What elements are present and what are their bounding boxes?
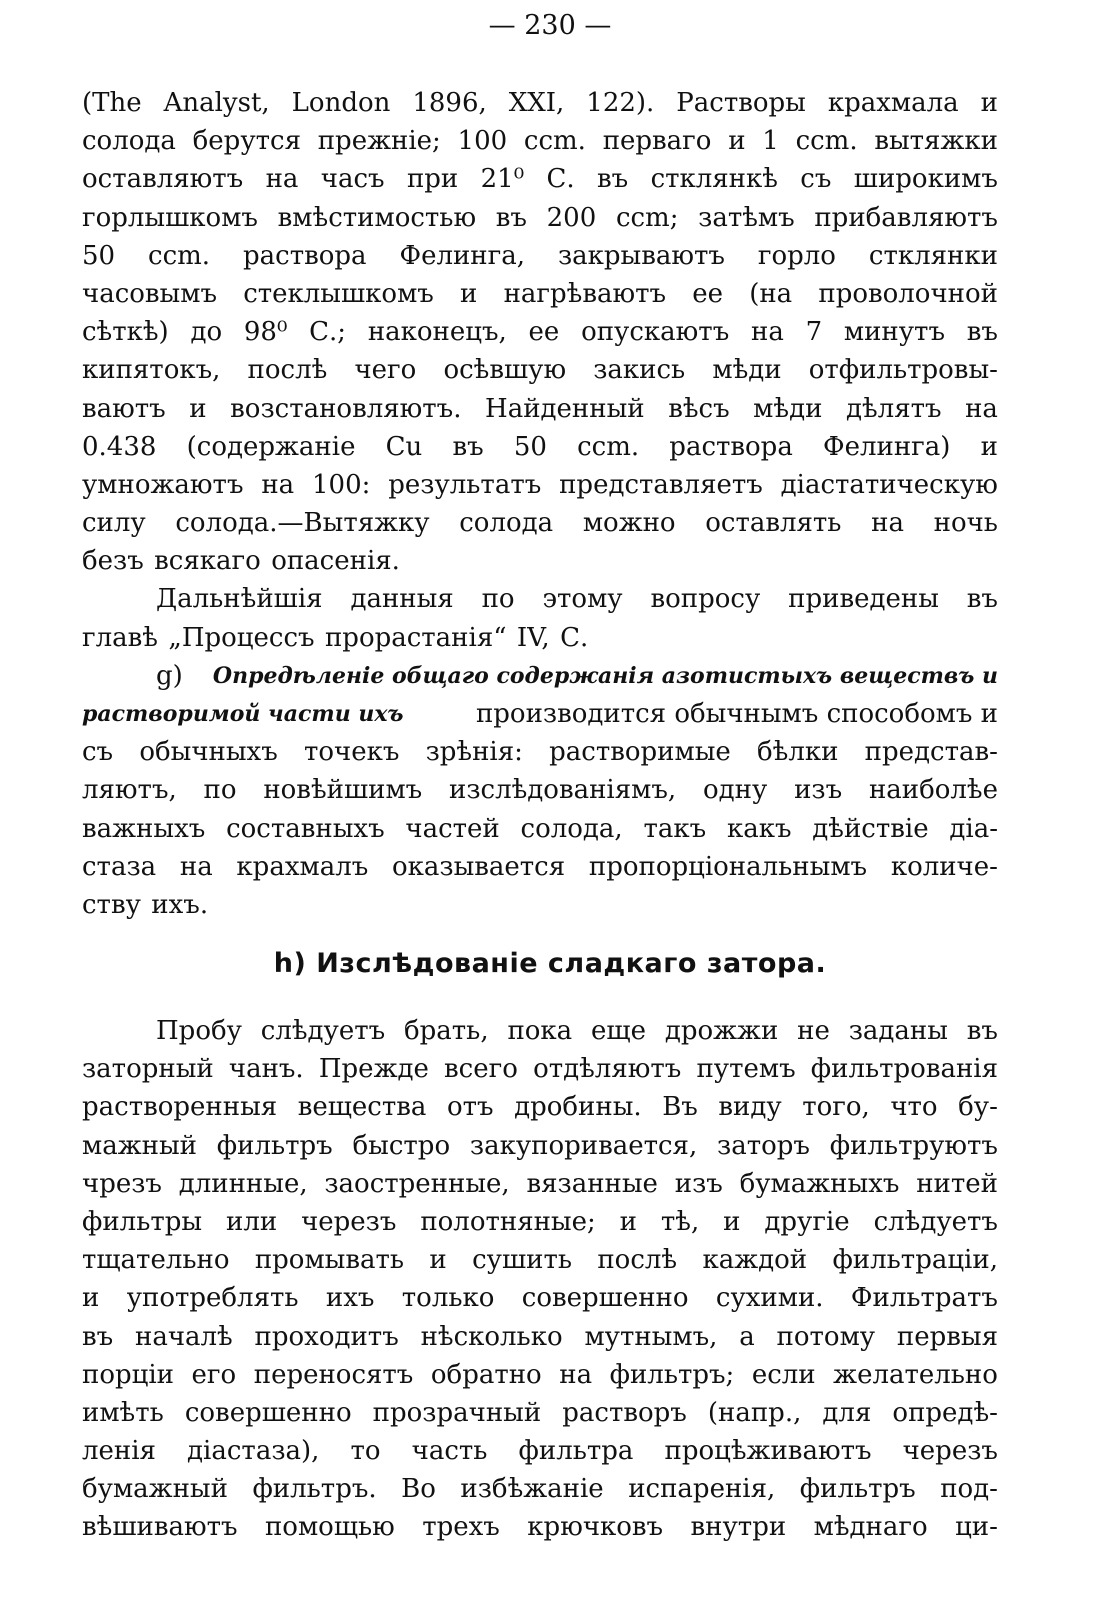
paragraph-diastatic-power [82, 84, 998, 924]
word: отъ [446, 1092, 494, 1123]
word: 100: [312, 469, 371, 500]
word: брать, [404, 1016, 489, 1046]
word: заостренные, [324, 1168, 510, 1199]
word: растворъ [562, 1397, 687, 1428]
text-line-italic [82, 657, 998, 695]
word: нитей [916, 1168, 998, 1199]
word: отдѣляютъ [533, 1054, 682, 1085]
word: промывать [254, 1245, 405, 1276]
word: и [723, 1206, 741, 1237]
word: (содержаніе [186, 431, 356, 462]
word: солода, [520, 813, 623, 844]
word: (на [749, 278, 793, 309]
text-line [82, 428, 998, 466]
word: Фелинга, [399, 240, 526, 271]
word: опредѣ- [892, 1397, 998, 1428]
word: осѣвшую [443, 355, 567, 386]
word: желательно [833, 1359, 998, 1390]
text-line [82, 1012, 998, 1050]
word: послѣ [597, 1245, 678, 1276]
word: какъ [726, 813, 792, 844]
word: ваютъ [82, 393, 166, 424]
word: составныхъ [226, 813, 385, 844]
text-line [82, 695, 998, 733]
word: сушить [472, 1245, 572, 1276]
text-line [82, 542, 998, 580]
text-line [82, 848, 998, 886]
word: 0.438 [82, 431, 157, 462]
text-line [82, 160, 998, 198]
word: фильтрованія [810, 1054, 998, 1085]
text-line [82, 1279, 998, 1317]
word: закрываютъ [557, 240, 725, 271]
word: на [871, 508, 904, 539]
text-line [82, 1050, 998, 1088]
text-line [82, 313, 998, 351]
word: проволочной [818, 278, 998, 309]
word: солода [82, 126, 176, 157]
word: Cu [385, 431, 423, 462]
word: до [190, 317, 223, 348]
word: на [265, 164, 299, 195]
text-line [82, 275, 998, 313]
word: черезъ [301, 1206, 397, 1237]
word: С. [546, 164, 575, 195]
word: его [191, 1359, 237, 1390]
text-line [82, 390, 998, 428]
word: обычныхъ [139, 737, 278, 768]
word: совершенно [521, 1283, 689, 1314]
word: 200 [546, 202, 597, 233]
word: черезъ [902, 1436, 998, 1467]
word: минутъ [843, 317, 945, 348]
word: кипятокъ, [82, 355, 221, 386]
word: прибавляютъ [814, 202, 998, 233]
word: наконецъ, [367, 317, 507, 348]
word: Во [401, 1474, 436, 1505]
word: изъ [674, 1168, 723, 1199]
word: 100 [457, 126, 508, 157]
word: избѣжаніе [460, 1474, 604, 1505]
word: для [822, 1397, 872, 1428]
word: въ [966, 317, 998, 348]
word: умножаютъ [82, 469, 244, 500]
italic-phrase: растворимой части ихъ [82, 701, 404, 727]
word: данныя [350, 584, 454, 615]
word: опускаютъ [581, 317, 730, 348]
word: новѣйшимъ [263, 775, 423, 806]
word: вопросу [650, 584, 761, 615]
word: съ [800, 164, 832, 195]
word: нагрѣваютъ [503, 278, 667, 309]
word: 50 [513, 431, 547, 462]
word: помощью [264, 1512, 395, 1543]
text-line [82, 237, 998, 275]
word: или [225, 1206, 278, 1237]
word: одну [702, 775, 768, 806]
section-heading: h) Изслѣдованіе сладкаго затора. [273, 948, 827, 979]
word: горло [757, 240, 836, 271]
word: сухими. [715, 1283, 824, 1314]
word: часовымъ [82, 278, 218, 309]
word: бумажный [82, 1474, 228, 1505]
word: представ- [864, 737, 998, 768]
word: опасенія. [271, 546, 400, 577]
text-line [82, 1394, 998, 1432]
word: Найденный [485, 393, 645, 424]
word: Analyst, [163, 88, 270, 118]
word: оставляютъ [82, 164, 244, 195]
word: ляютъ, [82, 775, 177, 806]
word: ленія [82, 1436, 156, 1467]
word: процѣживаютъ [664, 1436, 872, 1467]
word: длинные, [178, 1168, 308, 1199]
word: ци- [955, 1512, 998, 1543]
word: пока [507, 1016, 573, 1046]
word: частей [405, 813, 500, 844]
word: чего [354, 355, 417, 386]
word: ccm; [615, 202, 679, 233]
text-line [82, 1241, 998, 1279]
word: результатъ [388, 469, 542, 500]
word: главѣ [82, 622, 158, 653]
word: вѣшиваютъ [82, 1512, 238, 1543]
word: изъ [794, 775, 843, 806]
text-line [82, 810, 998, 848]
word: раствора [243, 240, 367, 271]
word: оказывается [391, 851, 566, 882]
word: что [890, 1092, 938, 1123]
word: изслѣдованіямъ, [449, 775, 677, 806]
word: ее [692, 278, 724, 309]
word: этому [542, 584, 623, 615]
word: дѣлятъ [845, 393, 942, 424]
text-line [82, 1508, 998, 1546]
word: силу [82, 508, 146, 539]
word: діа- [949, 813, 998, 844]
word: мѣди [753, 393, 823, 424]
word: путемъ [696, 1054, 796, 1085]
text-line [82, 84, 998, 122]
word: точекъ [303, 737, 400, 768]
word: мажный [82, 1130, 197, 1161]
word: того, [802, 1092, 870, 1123]
word: полотняные; [420, 1206, 596, 1237]
word: пропорціональнымъ [588, 851, 868, 882]
word: а [739, 1321, 755, 1352]
word: въ [452, 431, 484, 462]
word: чрезъ [82, 1168, 162, 1199]
word: на [179, 851, 213, 882]
word: ихъ. [151, 889, 209, 920]
word: фильтруютъ [829, 1130, 998, 1161]
word: 1 [762, 126, 779, 157]
word: и [189, 393, 207, 424]
word: Въ [662, 1092, 698, 1123]
word: заторный [82, 1054, 214, 1085]
word: отфильтровы- [808, 355, 998, 386]
word: проходитъ [254, 1321, 399, 1352]
word: IV, [516, 622, 550, 653]
text-line [82, 504, 998, 542]
text-line [82, 199, 998, 237]
text-line [82, 1203, 998, 1241]
word: если [751, 1359, 816, 1390]
word: вмѣстимостью [277, 202, 477, 233]
word: послѣ [247, 355, 328, 386]
word: другіе [764, 1206, 850, 1237]
text-line [82, 771, 998, 809]
word: ству [82, 889, 141, 920]
word: тѣ, [660, 1206, 700, 1237]
word: вещества [297, 1092, 427, 1123]
word: солода [459, 508, 554, 539]
word: крахмала [827, 88, 959, 118]
word: слѣдуетъ [873, 1206, 998, 1237]
text-line [82, 1165, 998, 1203]
word: стеклышкомъ [243, 278, 434, 309]
word: Фелинга) [823, 431, 951, 462]
word: и [728, 126, 746, 157]
word: бумажныхъ [739, 1168, 900, 1199]
word: закись [593, 355, 686, 386]
word: діастатическую [780, 469, 998, 500]
word: С. [560, 622, 589, 653]
word: на [965, 393, 998, 424]
word: представляетъ [559, 469, 763, 500]
word: при [406, 164, 459, 195]
word: мутнымъ, [584, 1321, 718, 1352]
word: 50 [82, 240, 116, 271]
word: началѣ [135, 1321, 233, 1352]
word: въ [597, 164, 629, 195]
word: испаренія, [628, 1474, 776, 1505]
page-number: — 230 — [488, 10, 612, 41]
word: Пробу [156, 1016, 242, 1046]
word: всего [444, 1054, 518, 1085]
word: крючковъ [527, 1512, 664, 1543]
word: прежніе; [317, 126, 441, 157]
word: Фильтратъ [850, 1283, 998, 1314]
word: первыя [896, 1321, 998, 1352]
word: под- [940, 1474, 998, 1505]
word: заданы [848, 1016, 948, 1046]
word: растворенныя [82, 1092, 278, 1123]
word: растворимые [549, 737, 731, 768]
word: 98⁰ [243, 317, 288, 348]
word: дрожжи [664, 1016, 779, 1046]
italic-phrase: Опредѣленіе общаго содержанія азотистыхъ веществъ и [212, 662, 998, 689]
word: 1896, [412, 88, 487, 118]
word: стклянки [868, 240, 998, 271]
word: совершенно [184, 1397, 352, 1428]
word: нѣсколько [420, 1321, 563, 1352]
word: фильтръ; [609, 1359, 735, 1390]
word: внутри [690, 1512, 787, 1543]
word: ccm. [523, 126, 586, 157]
word: мѣднаго [813, 1512, 928, 1543]
paragraph-sweet-wort [82, 1012, 998, 1547]
word: фильтръ. [252, 1474, 377, 1505]
word: имѣть [82, 1397, 164, 1428]
word: порціи [82, 1359, 174, 1390]
word: „Процессъ [168, 622, 315, 653]
word: на [261, 469, 295, 500]
word: ихъ [325, 1283, 375, 1314]
text-line [82, 351, 998, 389]
text-line [82, 733, 998, 771]
word: и [980, 88, 998, 118]
word: Прежде [318, 1054, 429, 1085]
list-marker: g) [156, 660, 183, 691]
word: и [980, 431, 998, 462]
word: London [291, 88, 391, 118]
word: перваго [602, 126, 712, 157]
word: можно [582, 508, 676, 539]
word: и [460, 278, 478, 309]
word: часть [411, 1436, 488, 1467]
word: ее [528, 317, 560, 348]
word: солода.—Вытяжку [175, 508, 430, 539]
word: съ [82, 737, 114, 768]
text-line [82, 886, 998, 924]
word: въ [82, 1321, 114, 1352]
word: берутся [192, 126, 301, 157]
word: прорастанія“ [324, 622, 507, 653]
word: такъ [643, 813, 707, 844]
word: то [350, 1436, 381, 1467]
word: количе- [890, 851, 998, 882]
word: широкимъ [853, 164, 998, 195]
word: дробины. [514, 1092, 642, 1123]
word: переносятъ [253, 1359, 414, 1390]
word: важныхъ [82, 813, 206, 844]
word: возстановляютъ. [230, 393, 462, 424]
word: слѣдуетъ [260, 1016, 386, 1046]
word: Растворы [676, 88, 806, 118]
word: потому [776, 1321, 876, 1352]
word: бу- [958, 1092, 998, 1123]
text-line [82, 466, 998, 504]
text-line [82, 580, 998, 618]
word: дѣйствіе [812, 813, 929, 844]
text-line [82, 619, 998, 657]
word: фильтры [82, 1206, 203, 1237]
word: 122). [586, 88, 655, 118]
word: по [203, 775, 237, 806]
word: XXI, [508, 88, 565, 118]
word: бѣлки [757, 737, 839, 768]
text-line [82, 1127, 998, 1165]
text-span: производится обычнымъ способомъ и [475, 699, 998, 729]
word: обратно [430, 1359, 542, 1390]
word: сѣткѣ) [82, 317, 169, 348]
word: на [559, 1359, 593, 1390]
word: заторъ [717, 1130, 810, 1161]
word: вязанные [526, 1168, 658, 1199]
word: наиболѣе [868, 775, 998, 806]
word: всякаго [154, 546, 261, 577]
text-line [82, 1318, 998, 1356]
word: фильтра [518, 1436, 634, 1467]
word: тщательно [82, 1245, 230, 1276]
word: стаза [82, 851, 157, 882]
word: ccm. [148, 240, 211, 271]
word: трехъ [422, 1512, 500, 1543]
word: въ [966, 584, 998, 615]
word: закупоривается, [469, 1130, 698, 1161]
word: оставлять [705, 508, 842, 539]
word: раствора [669, 431, 793, 462]
word: прозрачный [372, 1397, 542, 1428]
text-line [82, 1470, 998, 1508]
word: въ [495, 202, 527, 233]
word: ночь [933, 508, 998, 539]
word: фильтръ [216, 1130, 333, 1161]
word: ccm. [577, 431, 640, 462]
word: и [82, 1283, 100, 1314]
word: вытяжки [874, 126, 998, 157]
word: виду [718, 1092, 782, 1123]
word: (напр., [707, 1397, 802, 1428]
word: вѣсъ [668, 393, 730, 424]
word: и [619, 1206, 638, 1237]
text-line [82, 1356, 998, 1394]
word: 7 [805, 317, 823, 348]
word: чанъ. [228, 1054, 304, 1085]
word: не [797, 1016, 830, 1046]
word: еще [591, 1016, 646, 1046]
word: фильтраціи, [832, 1245, 998, 1276]
word: (The [82, 88, 142, 118]
text-line [82, 1088, 998, 1126]
word: приведены [788, 584, 939, 615]
word: употреблять [126, 1283, 299, 1314]
word: ccm. [795, 126, 858, 157]
word: крахмалъ [236, 851, 369, 882]
word: зрѣнія: [425, 737, 523, 768]
word: только [401, 1283, 495, 1314]
text-line [82, 1432, 998, 1470]
word: безъ [82, 546, 144, 577]
word: діастаза), [187, 1436, 320, 1467]
word: горлышкомъ [82, 202, 258, 233]
word: мѣди [712, 355, 782, 386]
word: С.; [309, 317, 347, 348]
word: и [429, 1245, 447, 1276]
text-line [82, 122, 998, 160]
word: въ [966, 1016, 998, 1046]
word: Дальнѣйшія [156, 584, 323, 615]
word: часъ [320, 164, 385, 195]
word: по [481, 584, 515, 615]
word: фильтръ [799, 1474, 916, 1505]
word: затѣмъ [698, 202, 795, 233]
word: 21⁰ [480, 164, 525, 195]
word: стклянкѣ [650, 164, 778, 195]
word: на [750, 317, 784, 348]
word: быстро [352, 1130, 451, 1161]
word: каждой [702, 1245, 808, 1276]
